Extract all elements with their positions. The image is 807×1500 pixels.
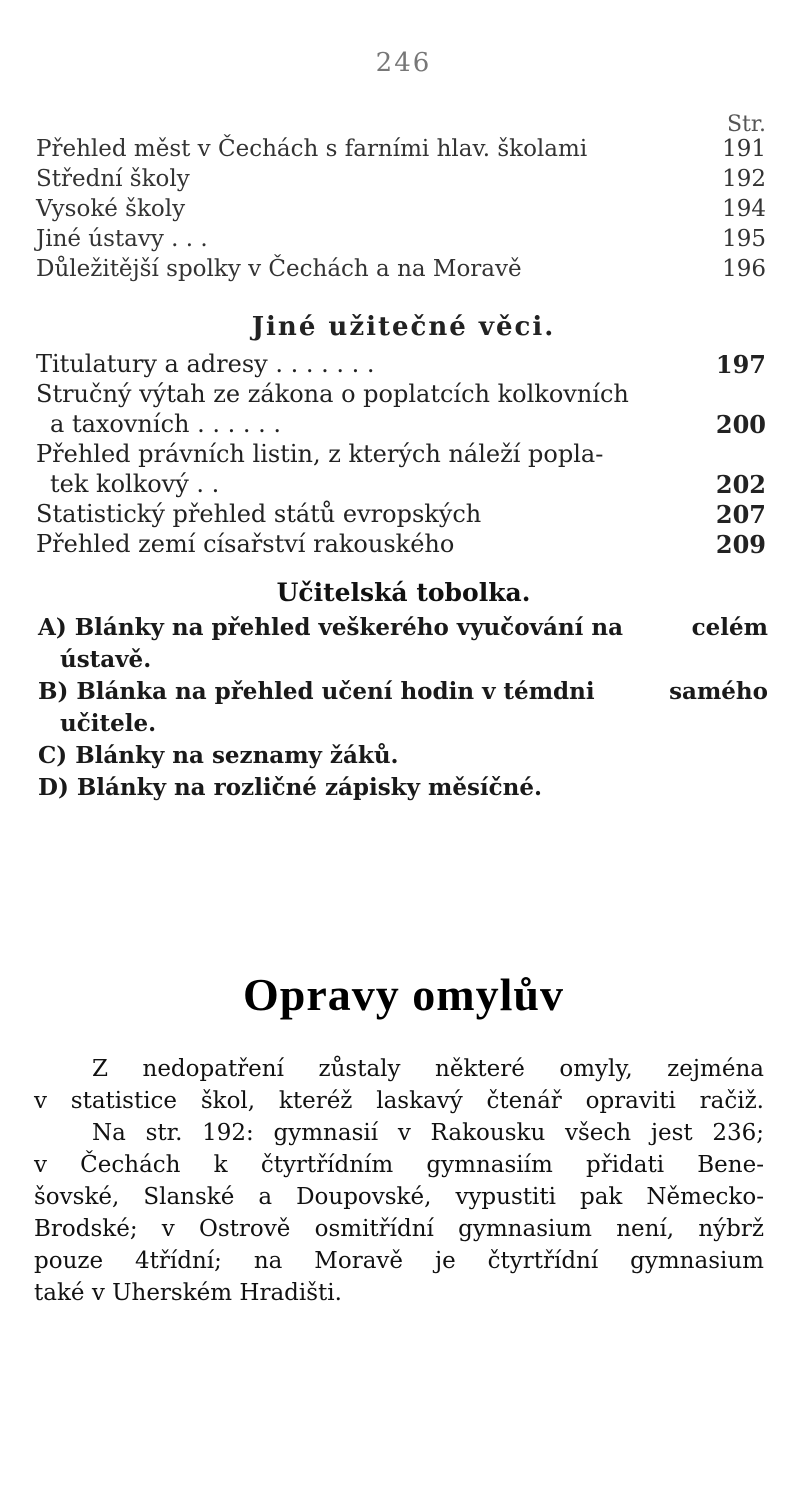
errata-line: šovské, Slanské a Doupovské, vypustiti pak Německo- bbox=[34, 1184, 764, 1210]
toc-entry-title: Vysoké školy bbox=[36, 196, 186, 222]
toc-entry-page: 200 bbox=[715, 410, 766, 439]
toc-entry-title: Jiné ústavy . . . bbox=[36, 226, 208, 252]
errata-line: Z nedopatření zůstaly některé omyly, zejména bbox=[92, 1056, 764, 1082]
toc-entry-page: 191 bbox=[722, 136, 766, 162]
section-heading: Učitelská tobolka. bbox=[276, 578, 531, 607]
toc-entry bbox=[36, 500, 766, 530]
toc-entry bbox=[36, 136, 766, 166]
toc-entry bbox=[36, 256, 766, 286]
errata-line: také v Uherském Hradišti. bbox=[34, 1280, 342, 1306]
toc-entry-page: 207 bbox=[715, 500, 766, 529]
section-heading: Jiné užitečné věci. bbox=[251, 312, 556, 342]
toc-entry-title: Statistický přehled států evropských bbox=[36, 500, 482, 528]
toc-entry-title: a taxovních . . . . . . bbox=[50, 410, 282, 438]
toc-page-header: Str. bbox=[726, 112, 766, 137]
list-item bbox=[38, 710, 790, 737]
list-item-text-right: celém bbox=[691, 614, 768, 641]
list-item bbox=[38, 614, 768, 641]
toc-entry-page: 194 bbox=[722, 196, 766, 222]
list-item-text: A) Blánky na přehled veškerého vyučování na bbox=[38, 614, 623, 641]
errata-line: Na str. 192: gymnasií v Rakousku všech jest 236; bbox=[92, 1120, 764, 1146]
toc-entry bbox=[36, 530, 766, 560]
list-item bbox=[38, 646, 790, 673]
toc-entry bbox=[36, 470, 766, 500]
list-item bbox=[38, 774, 768, 801]
toc-entry-title: Přehled právních listin, z kterých náleží popla- bbox=[36, 440, 604, 468]
toc-entry bbox=[36, 196, 766, 226]
toc-entry-page: 202 bbox=[715, 470, 766, 499]
toc-entry-title: Důležitější spolky v Čechách a na Moravě bbox=[36, 256, 522, 282]
list-item-text: učitele. bbox=[60, 710, 157, 737]
toc-entry-title: Přehled zemí císařství rakouského bbox=[36, 530, 455, 558]
toc-entry-page: 209 bbox=[715, 530, 766, 559]
list-item-text: C) Blánky na seznamy žáků. bbox=[38, 742, 399, 769]
toc-entry-title: Střední školy bbox=[36, 166, 190, 192]
errata-line: v statistice škol, kteréž laskavý čtenář opraviti račiž. bbox=[34, 1088, 764, 1114]
toc-entry-title: Stručný výtah ze zákona o poplatcích kolkovních bbox=[36, 380, 629, 408]
toc-entry-title: tek kolkový . . bbox=[50, 470, 220, 498]
list-item-text: B) Blánka na přehled učení hodin v témdni bbox=[38, 678, 595, 705]
toc-entry-title: Titulatury a adresy . . . . . . . bbox=[36, 350, 375, 378]
toc-entry-page: 197 bbox=[715, 350, 766, 379]
toc-entry-page: 195 bbox=[722, 226, 766, 252]
list-item-text-right: samého bbox=[669, 678, 768, 705]
toc-entry-page: 196 bbox=[722, 256, 766, 282]
errata-line: Brodské; v Ostrově osmitřídní gymnasium není, nýbrž bbox=[34, 1216, 764, 1242]
page-number: 246 bbox=[375, 48, 432, 78]
errata-title: Opravy omylův bbox=[243, 969, 564, 1020]
toc-entry bbox=[36, 440, 766, 470]
toc-entry bbox=[36, 410, 766, 440]
list-item-text: D) Blánky na rozličné zápisky měsíčné. bbox=[38, 774, 543, 801]
list-item-text: ústavě. bbox=[60, 646, 152, 673]
list-item bbox=[38, 742, 768, 769]
toc-entry bbox=[36, 166, 766, 196]
toc-entry bbox=[36, 380, 766, 410]
toc-entry-page: 192 bbox=[722, 166, 766, 192]
toc-entry bbox=[36, 350, 766, 380]
errata-line: v Čechách k čtyrtřídním gymnasiím přidati Bene- bbox=[34, 1152, 764, 1178]
list-item bbox=[38, 678, 768, 705]
toc-entry-title: Přehled měst v Čechách s farními hlav. školami bbox=[36, 136, 588, 162]
toc-entry bbox=[36, 226, 766, 256]
errata-line: pouze 4třídní; na Moravě je čtyrtřídní gymnasium bbox=[34, 1248, 764, 1274]
